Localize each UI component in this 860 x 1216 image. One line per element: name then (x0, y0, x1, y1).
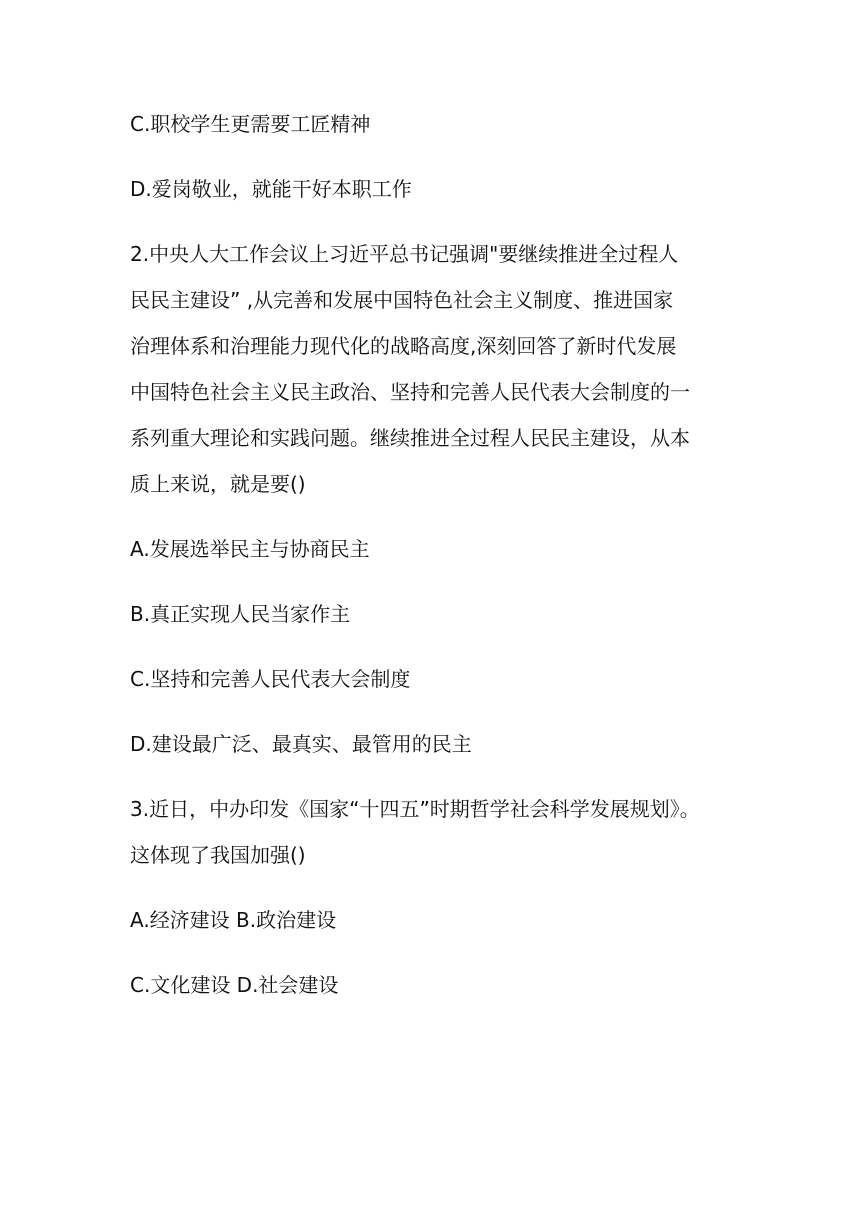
q2-line: 治理体系和治理能力现代化的战略高度,深刻回答了新时代发展 (130, 334, 677, 358)
q2-line: 中国特色社会主义民主政治、坚持和完善人民代表大会制度的一 (130, 380, 690, 404)
q1-option-c: C.职校学生更需要工匠精神 (130, 112, 371, 136)
q2-line: 质上来说，就是要() (130, 472, 306, 496)
q2-option-d: D.建设最广泛、最真实、最管用的民主 (130, 732, 472, 756)
q3-options-ab: A.经济建设 B.政治建设 (130, 908, 337, 932)
q2-option-c: C.坚持和完善人民代表大会制度 (130, 667, 411, 691)
question-3 (130, 793, 730, 871)
q3-line: 3.近日，中办印发《国家“十四五”时期哲学社会科学发展规划》。 (130, 797, 700, 821)
question-2 (130, 238, 730, 500)
q2-option-b: B.真正实现人民当家作主 (130, 602, 351, 626)
q2-line: 2.中央人大工作会议上习近平总书记强调"要继续推进全过程人 (130, 242, 679, 266)
q3-line: 这体现了我国加强() (130, 843, 306, 867)
q2-option-a: A.发展选举民主与协商民主 (130, 537, 370, 561)
q1-option-d: D.爱岗敬业，就能干好本职工作 (130, 177, 412, 201)
document-page (130, 108, 730, 1001)
q3-options-cd: C.文化建设 D.社会建设 (130, 973, 339, 997)
q2-line: 系列重大理论和实践问题。继续推进全过程人民民主建设，从本 (130, 426, 690, 450)
q2-line: 民民主建设” ,从完善和发展中国特色社会主义制度、推进国家 (130, 288, 674, 312)
